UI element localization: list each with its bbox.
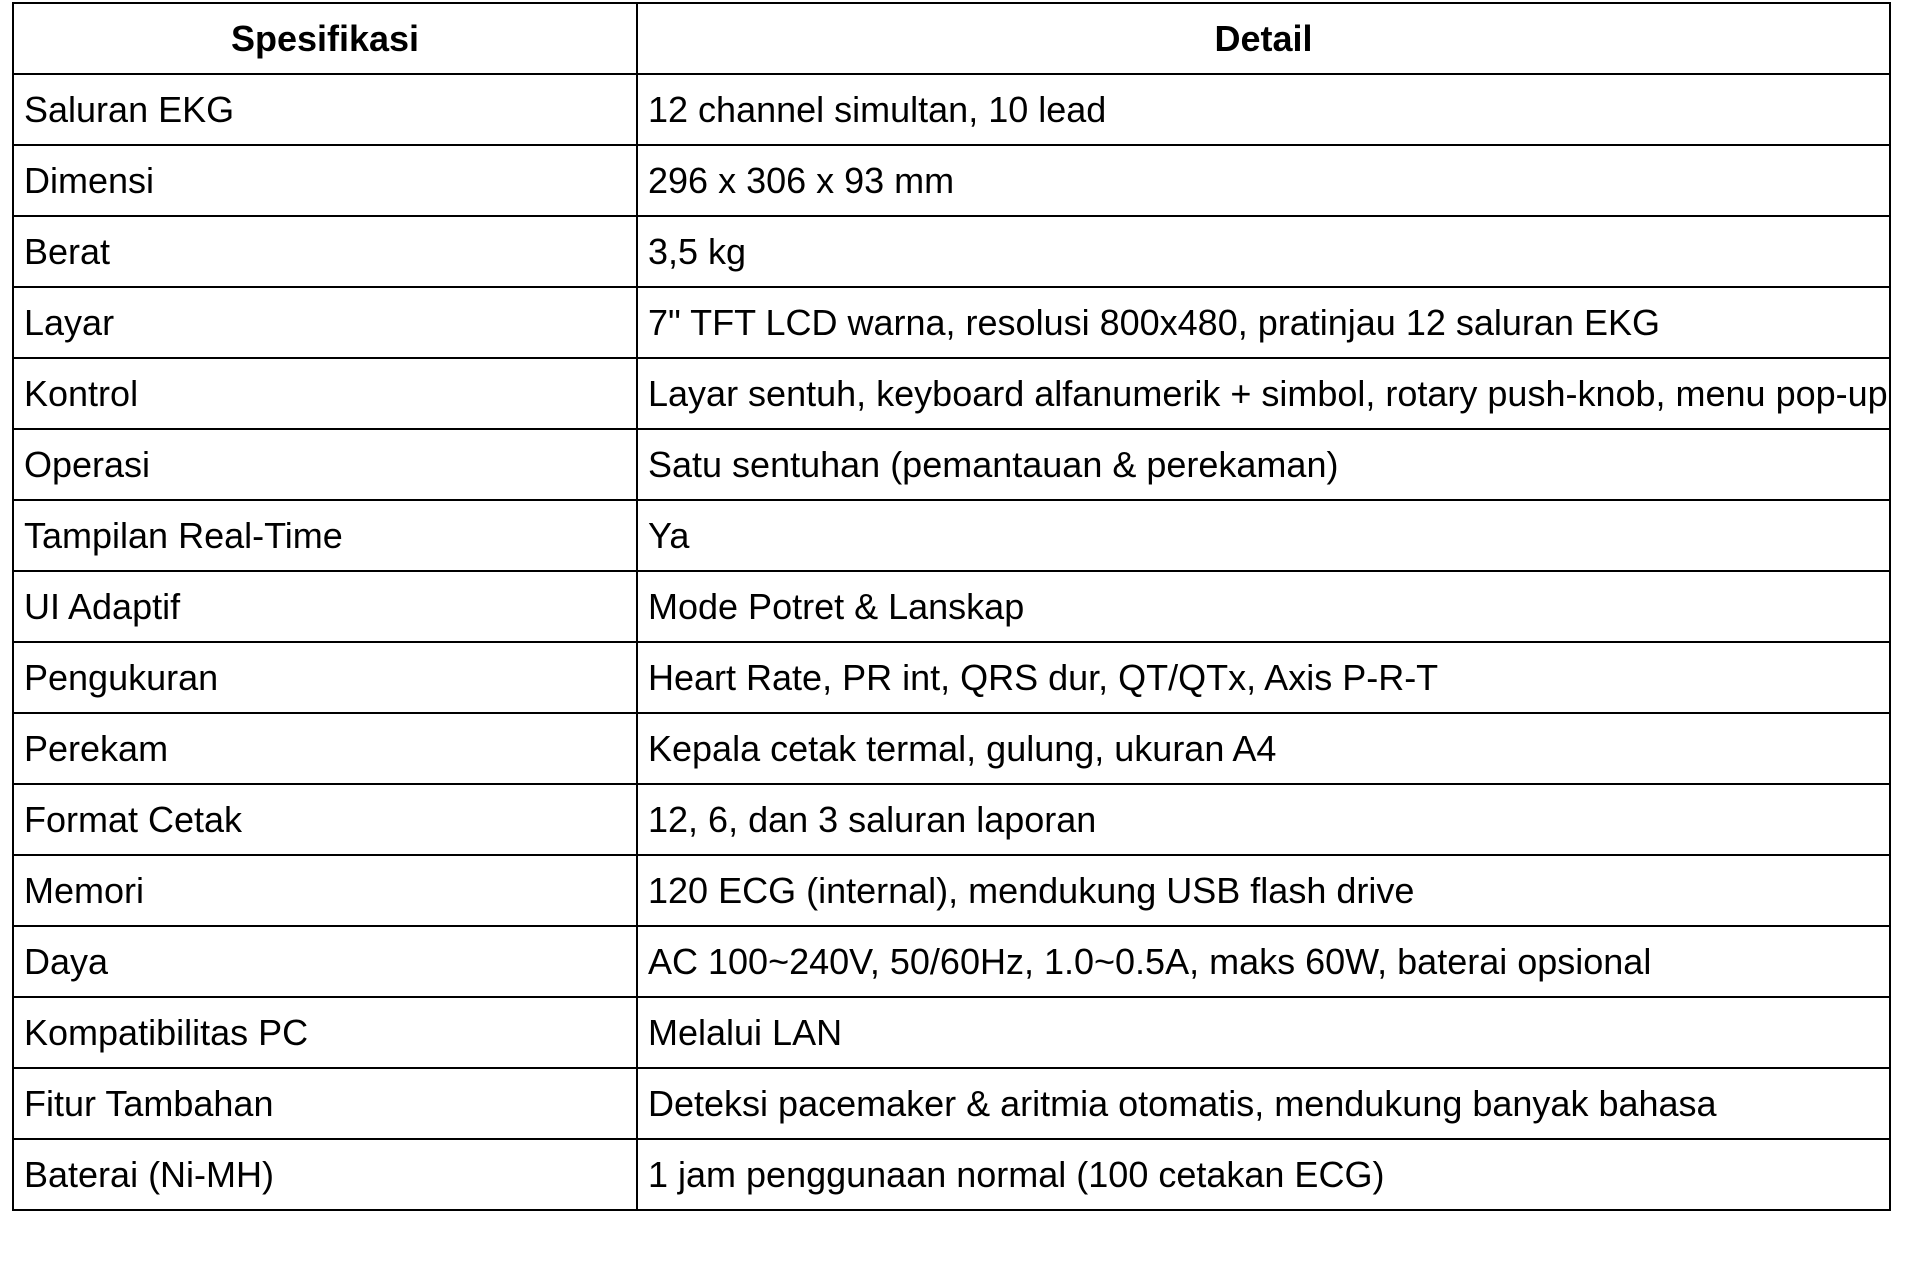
table-row [13,926,1890,997]
table-row [13,1068,1890,1139]
spec-detail-cell: Mode Potret & Lanskap [637,571,1890,642]
spec-detail-cell: 1 jam penggunaan normal (100 cetakan ECG) [637,1139,1890,1210]
spec-detail-cell: 3,5 kg [637,216,1890,287]
table-header [13,3,1890,74]
header-detail: Detail [637,3,1890,74]
spec-detail-cell: 12, 6, dan 3 saluran laporan [637,784,1890,855]
table-row [13,855,1890,926]
spec-detail-cell: 296 x 306 x 93 mm [637,145,1890,216]
spec-detail-cell: Melalui LAN [637,997,1890,1068]
spec-name-cell: Baterai (Ni-MH) [13,1139,637,1210]
spec-name-cell: Berat [13,216,637,287]
table-row [13,145,1890,216]
spec-detail-cell: 12 channel simultan, 10 lead [637,74,1890,145]
spec-detail-cell: 7" TFT LCD warna, resolusi 800x480, pratinjau 12 saluran EKG [637,287,1890,358]
header-row [13,3,1890,74]
header-spesifikasi: Spesifikasi [13,3,637,74]
spec-detail-cell: Kepala cetak termal, gulung, ukuran A4 [637,713,1890,784]
spec-detail-cell: Satu sentuhan (pemantauan & perekaman) [637,429,1890,500]
spec-detail-cell: Deteksi pacemaker & aritmia otomatis, mendukung banyak bahasa [637,1068,1890,1139]
table-row [13,997,1890,1068]
spec-name-cell: Operasi [13,429,637,500]
table-row [13,784,1890,855]
spec-name-cell: Fitur Tambahan [13,1068,637,1139]
table-row [13,642,1890,713]
spec-detail-cell: AC 100~240V, 50/60Hz, 1.0~0.5A, maks 60W, baterai opsional [637,926,1890,997]
spec-detail-cell: 120 ECG (internal), mendukung USB flash drive [637,855,1890,926]
table-row [13,713,1890,784]
table-body [13,74,1890,1210]
spec-name-cell: Perekam [13,713,637,784]
table-row [13,1139,1890,1210]
spec-name-cell: Tampilan Real-Time [13,500,637,571]
table-row [13,500,1890,571]
table-row [13,216,1890,287]
spec-name-cell: Dimensi [13,145,637,216]
spec-name-cell: Pengukuran [13,642,637,713]
spec-detail-cell: Layar sentuh, keyboard alfanumerik + simbol, rotary push-knob, menu pop-up [637,358,1890,429]
table-row [13,429,1890,500]
spec-name-cell: Saluran EKG [13,74,637,145]
spec-name-cell: Format Cetak [13,784,637,855]
spec-detail-cell: Ya [637,500,1890,571]
spec-table [12,2,1891,1211]
spec-name-cell: Kontrol [13,358,637,429]
spec-name-cell: UI Adaptif [13,571,637,642]
spec-name-cell: Daya [13,926,637,997]
table-row [13,74,1890,145]
spec-detail-cell: Heart Rate, PR int, QRS dur, QT/QTx, Axis P-R-T [637,642,1890,713]
table-row [13,358,1890,429]
table-row [13,571,1890,642]
table-row [13,287,1890,358]
spec-name-cell: Kompatibilitas PC [13,997,637,1068]
spec-name-cell: Memori [13,855,637,926]
spec-name-cell: Layar [13,287,637,358]
